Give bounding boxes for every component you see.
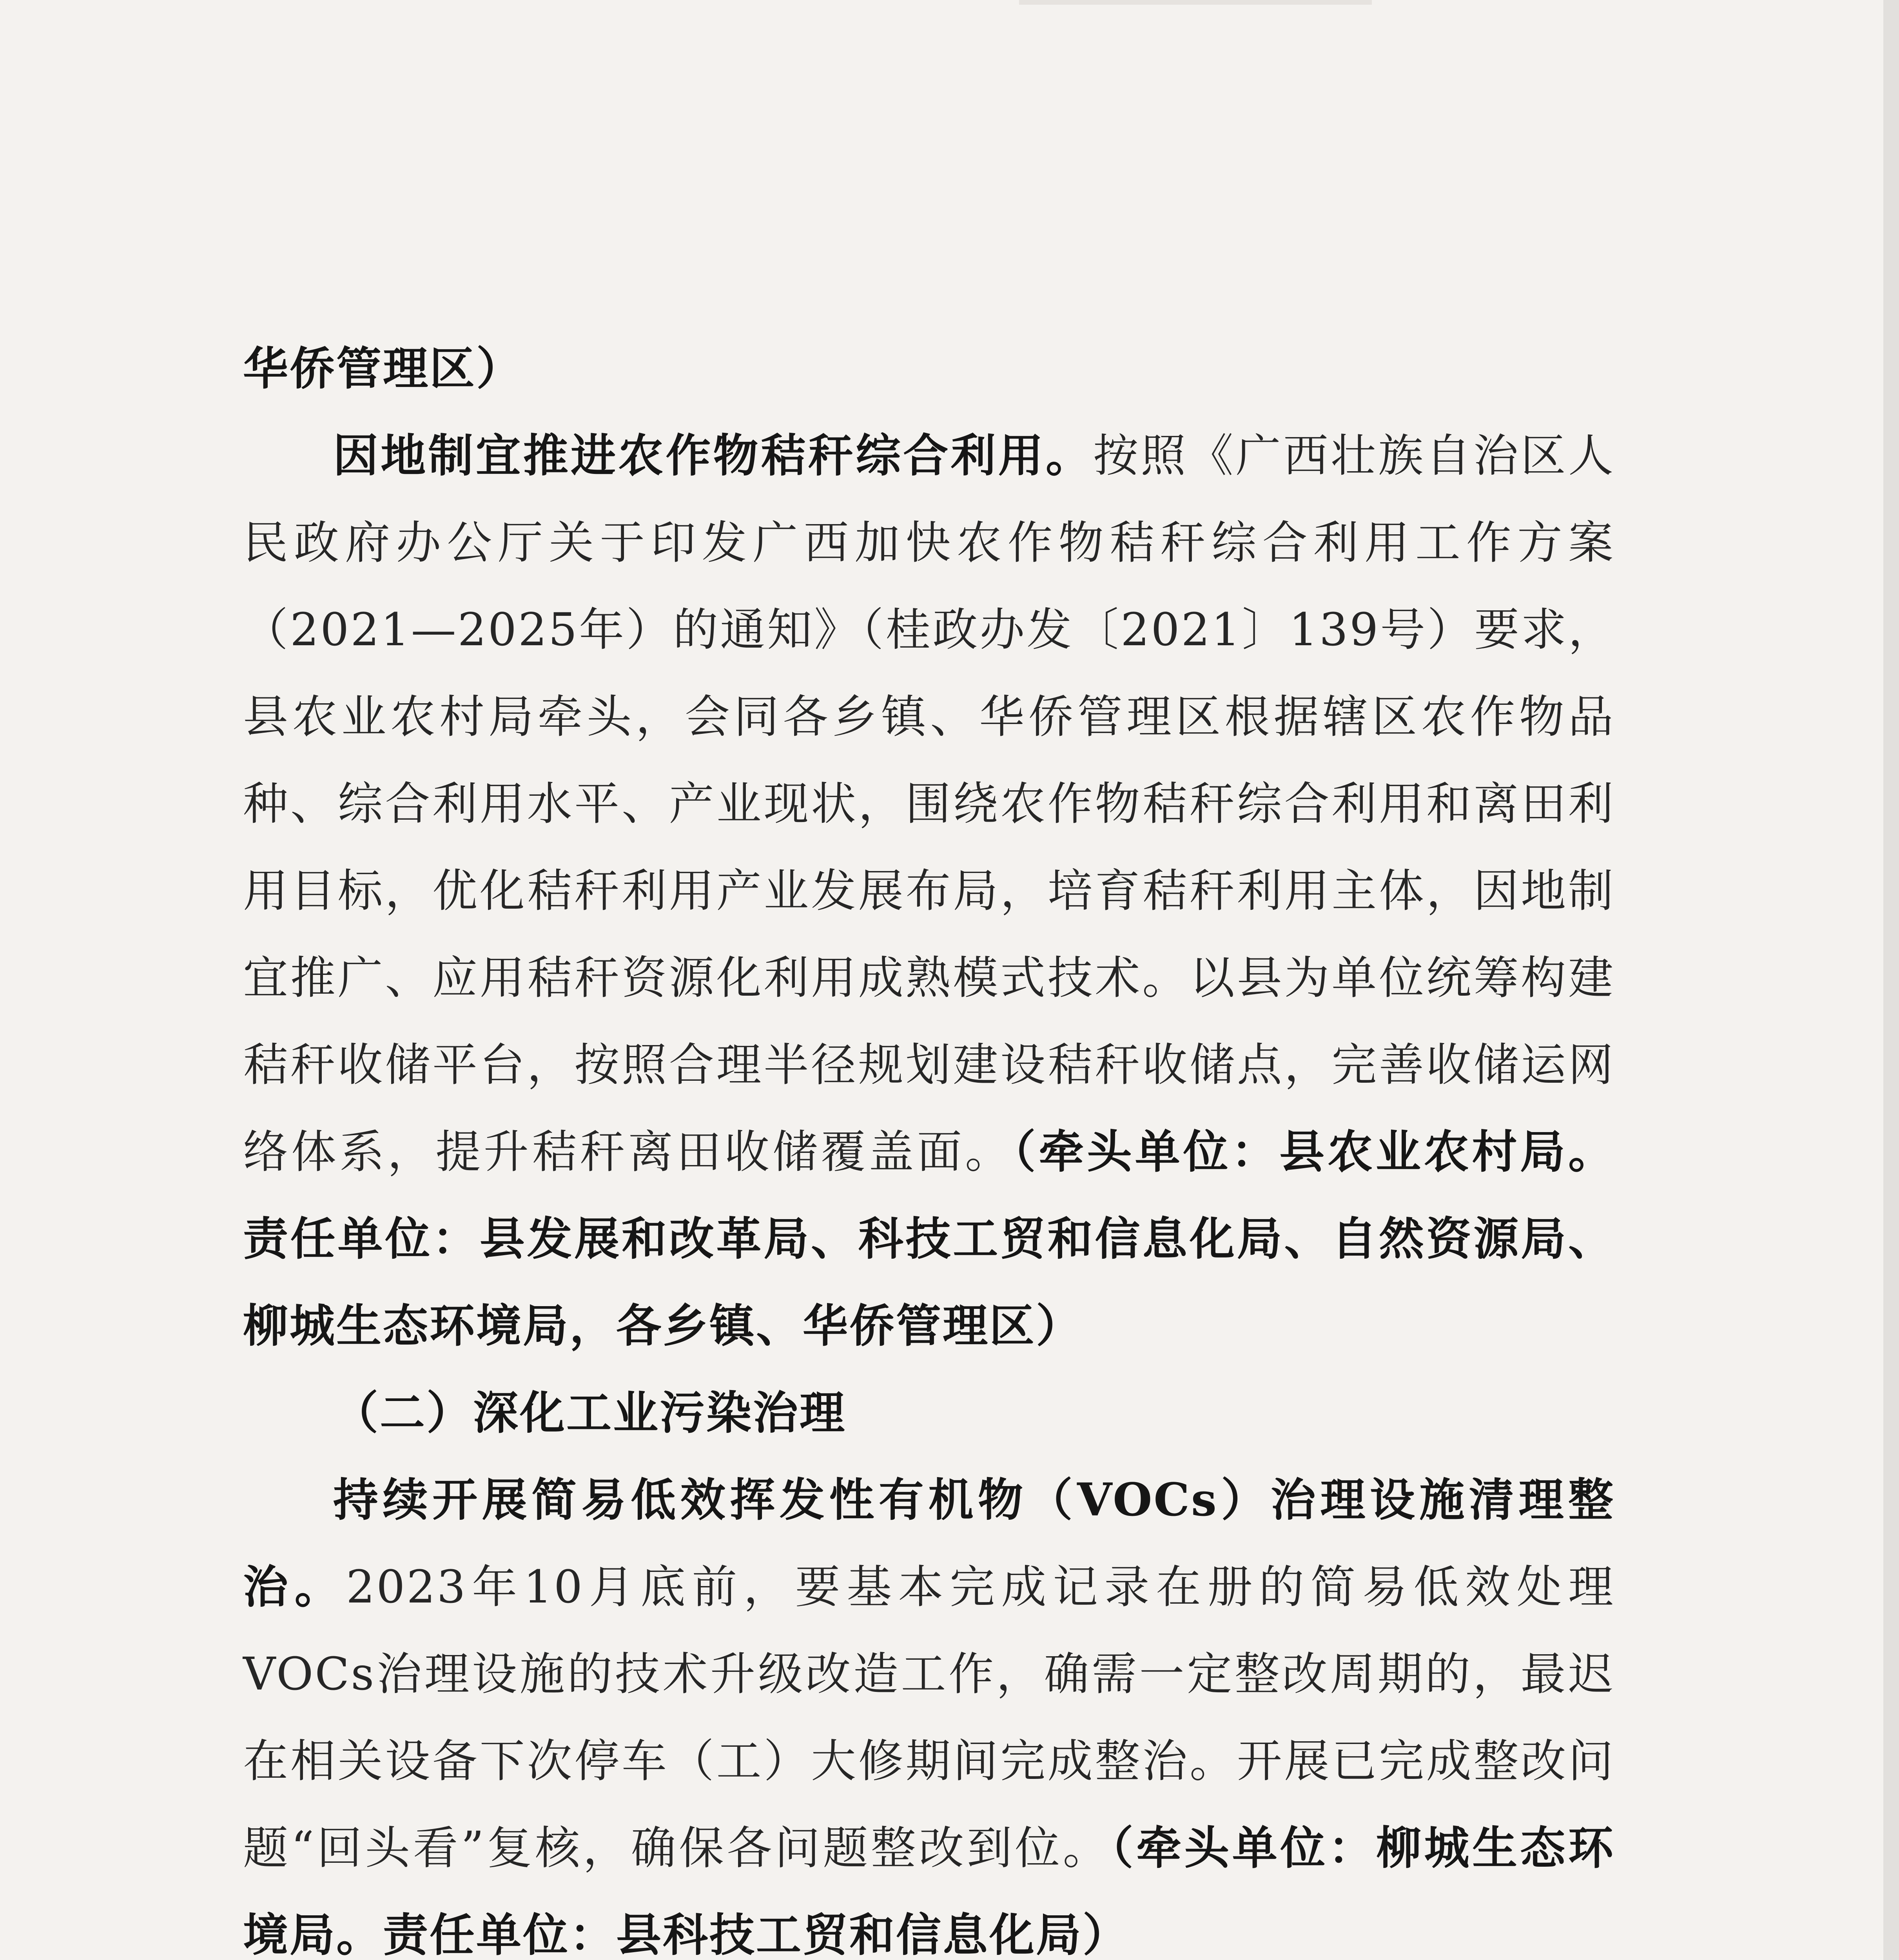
document-body [243, 325, 1615, 1960]
paragraph-vocs-facilities [243, 1457, 1615, 1960]
continuation-line: 华侨管理区） [243, 342, 523, 395]
section-heading: （二）深化工业污染治理 [333, 1387, 847, 1439]
page-edge [1883, 0, 1899, 1960]
responsibility-note: （牵头单位：柳城生态环境局。责任单位：县科技工贸和信息化局） [243, 1822, 1615, 1960]
paragraph-body: 2023年10月底前，要基本完成记录在册的简易低效处理VOCs治理设施的技术升级改造工作，确需一定整改周期的，最迟在相关设备下次停车（工）大修期间完成整治。开展已完成整改问题“回头看”复核，确保各问题整改到位。 [243, 1561, 1615, 1875]
paragraph-lead: 持续开展简易低效挥发性有机物（VOCs）治理设施清理整治。 [243, 1474, 1615, 1613]
paragraph-body: 按照《广西壮族自治区人民政府办公厅关于印发广西加快农作物秸秆综合利用工作方案（2021—2025年）的通知》（桂政办发〔2021〕139号）要求，县农业农村局牵头，会同各乡镇、华侨管理区根据辖区农作物品种、综合利用水平、产业现状，围绕农作物秸秆综合利用和离田利用目标，优化秸秆利用产业发展布局，培育秸秆利用主体，因地制宜推广、应用秸秆资源化利用成熟模式技术。以县为单位统筹构建秸秆收储平台，按照合理半径规划建设秸秆收储点，完善收储运网络体系，提升秸秆离田收储覆盖面。 [243, 430, 1615, 1178]
scan-edge-mark [1019, 0, 1372, 5]
paragraph-straw-utilization [243, 412, 1615, 1370]
paragraph-lead: 因地制宜推进农作物秸秆综合利用。 [333, 429, 1094, 482]
responsibility-note: （牵头单位：县农业农村局。责任单位：县发展和改革局、科技工贸和信息化局、自然资源局、柳城生态环境局，各乡镇、华侨管理区） [243, 1125, 1615, 1352]
